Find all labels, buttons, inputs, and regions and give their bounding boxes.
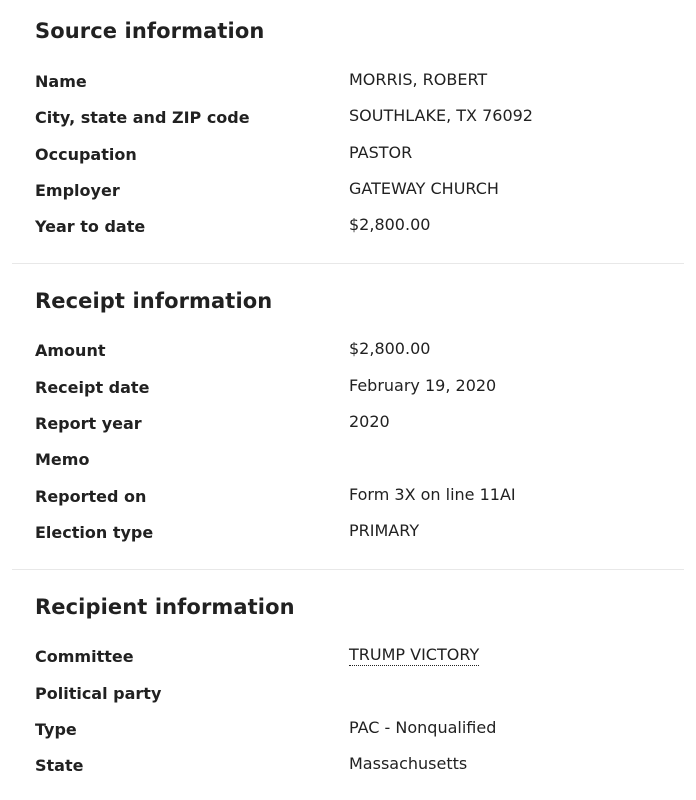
field-value: SOUTHLAKE, TX 76092 bbox=[349, 106, 533, 125]
source-row-occupation bbox=[35, 145, 675, 167]
field-value: Form 3X on line 11AI bbox=[349, 485, 516, 504]
receipt-row-amount bbox=[35, 341, 675, 363]
field-value: Massachusetts bbox=[349, 754, 468, 773]
field-value: PRIMARY bbox=[349, 521, 420, 540]
field-label: Reported on bbox=[35, 487, 147, 506]
receipt-information-heading: Receipt information bbox=[35, 289, 273, 313]
recipient-information-heading: Recipient information bbox=[35, 595, 295, 619]
source-row-location bbox=[35, 108, 675, 130]
receipt-row-date bbox=[35, 378, 675, 400]
recipient-row-committee bbox=[35, 647, 675, 669]
field-label: City, state and ZIP code bbox=[35, 108, 250, 127]
field-value: 2020 bbox=[349, 412, 390, 431]
field-label: Name bbox=[35, 72, 87, 91]
field-value: PASTOR bbox=[349, 143, 413, 162]
field-label: Amount bbox=[35, 341, 106, 360]
recipient-row-type bbox=[35, 720, 675, 742]
field-label: Political party bbox=[35, 684, 162, 703]
receipt-row-election-type bbox=[35, 523, 675, 545]
field-label: Election type bbox=[35, 523, 154, 542]
field-value: PAC - Nonqualified bbox=[349, 718, 497, 737]
receipt-row-report-year bbox=[35, 414, 675, 436]
field-label: Receipt date bbox=[35, 378, 150, 397]
field-label: Type bbox=[35, 720, 77, 739]
field-label: Memo bbox=[35, 450, 90, 469]
receipt-row-reported-on bbox=[35, 487, 675, 509]
field-value: February 19, 2020 bbox=[349, 376, 497, 395]
field-label: Report year bbox=[35, 414, 142, 433]
field-value: $2,800.00 bbox=[349, 215, 431, 234]
field-label: Employer bbox=[35, 181, 120, 200]
recipient-row-political-party bbox=[35, 684, 675, 706]
source-information-heading: Source information bbox=[35, 19, 265, 43]
field-label: State bbox=[35, 756, 84, 775]
field-label: Occupation bbox=[35, 145, 137, 164]
source-row-name bbox=[35, 72, 675, 94]
field-label: Year to date bbox=[35, 217, 146, 236]
source-row-employer bbox=[35, 181, 675, 203]
source-row-year-to-date bbox=[35, 217, 675, 239]
field-value: GATEWAY CHURCH bbox=[349, 179, 499, 198]
section-divider bbox=[12, 569, 684, 570]
receipt-row-memo bbox=[35, 450, 675, 472]
committee-link[interactable]: TRUMP VICTORY bbox=[349, 645, 480, 664]
section-divider bbox=[12, 263, 684, 264]
recipient-row-state bbox=[35, 756, 675, 778]
field-value: $2,800.00 bbox=[349, 339, 431, 358]
field-label: Committee bbox=[35, 647, 134, 666]
field-value: MORRIS, ROBERT bbox=[349, 70, 488, 89]
